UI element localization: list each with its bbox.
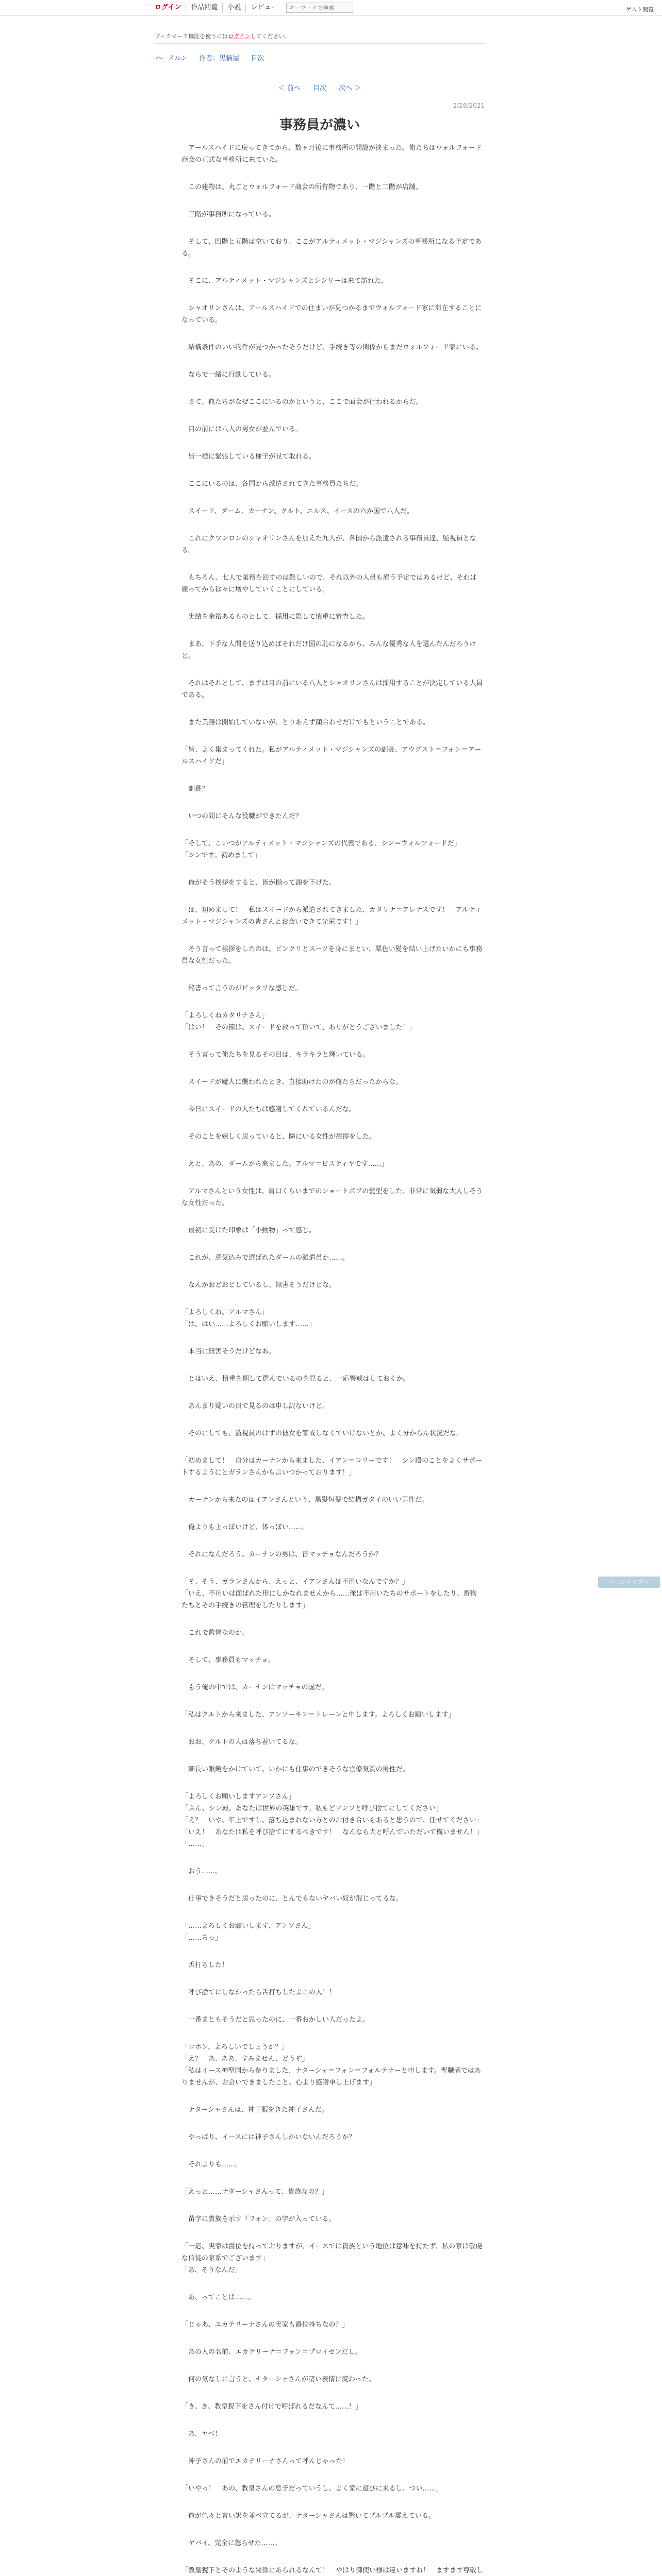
page-top-button[interactable]: ページトップへ <box>598 1577 660 1588</box>
body-paragraph: 副長？ <box>181 785 209 793</box>
body-paragraph: いつの間にそんな役職ができたんだ？ <box>181 812 303 820</box>
body-paragraph: 「き、き、教皇猊下をさん付けで呼ばれるだなんて……！」 <box>181 2403 362 2411</box>
body-paragraph: 俺がそう挨拶をすると、皆が揃って頭を下げた。 <box>181 879 336 887</box>
main-nav <box>155 3 353 13</box>
body-paragraph: 「じゃあ、エカテリーナさんの実家も爵位持ちなの？」 <box>181 2321 349 2329</box>
body-paragraph: 三階が事務所になっている。 <box>181 211 276 218</box>
guest-menu[interactable]: ゲスト閲覧 <box>625 6 654 13</box>
body-paragraph: これで監督なのか。 <box>181 1629 249 1637</box>
prev-chapter-link[interactable]: ＜ 前へ <box>278 84 301 92</box>
login-link[interactable]: ログイン <box>155 3 186 13</box>
nav-item-browse[interactable]: 作品閲覧 <box>186 3 223 13</box>
body-paragraph: 本当に無害そうだけどなあ。 <box>181 1348 275 1355</box>
body-paragraph: そして、事務員もマッチョ。 <box>181 1656 275 1664</box>
breadcrumb-author[interactable]: 作者：黒猫屋 <box>199 55 240 62</box>
header-divider <box>155 43 485 44</box>
body-paragraph: 最初に受けた印象は「小動物」って感じ。 <box>181 1227 316 1234</box>
body-paragraph: 「よろしくねカタリナさん」 「はい！ その節は、スイードを救って頂いて、ありがとうございました！」 <box>181 1012 416 1031</box>
body-paragraph: やっぱり、イースには神子さんしかいないんだろうか？ <box>181 2133 356 2141</box>
body-paragraph: そのにしても、監視員のはずの彼女を警戒しなくていけないとか、よく分からん状況だな。 <box>181 1430 464 1437</box>
body-paragraph: 実績を余裕あるものとして、採用に際して慎重に審査した。 <box>181 613 369 621</box>
body-paragraph: 仕事できそうだと思ったのに、とんでもないヤバい奴が混じってるな。 <box>181 1895 403 1903</box>
body-paragraph: 秘書って言うのがピッタリな感じだ。 <box>181 985 302 992</box>
login-notice-prefix: ブックマーク機能を使うには <box>155 33 228 40</box>
login-notice-suffix: してください。 <box>250 33 290 40</box>
body-paragraph: 一番まともそうだと思ったのに、一番おかしい人だったよ。 <box>181 2016 370 2024</box>
nav-item-review[interactable]: レビュー <box>251 4 278 11</box>
body-paragraph: 「は、初めまして！ 私はスイードから派遣されてきました、カタリナ＝アレナスです！ アルティメット・マジシャンズの皆さんとお会いできて光栄です！」 <box>181 906 482 926</box>
chapter-title: 事務員が濃い <box>279 117 360 133</box>
body-paragraph: カーナンから来たのはイアンさんという、黒髪短髪で結構ガタイのいい男性だ。 <box>181 1496 429 1504</box>
body-paragraph: あんまり疑いの目で見るのは申し訳ないけど。 <box>181 1402 329 1410</box>
body-paragraph: なんかおどおどしているし、無害そうだけどな。 <box>181 1281 336 1289</box>
next-chapter-link[interactable]: 次へ ＞ <box>339 84 361 92</box>
body-paragraph: 苗字に貴族を示す『フォン』の字が入っている。 <box>181 2215 336 2223</box>
body-paragraph: これが、意気込みで選ばれたダームの派遣員か……。 <box>181 1254 350 1262</box>
body-paragraph: 「初めまして！ 自分はカーナンから来ました、イアン＝コリーです！ シン殿のことをよくサポートするようにとガランさんから言いつかっております！」 <box>181 1457 483 1477</box>
body-paragraph: この建物は、丸ごとウォルフォード商会の所有物であり、一階と二階が店舗。 <box>181 183 422 191</box>
body-paragraph: 神子さんの前でエカテリーナさんって呼んじゃった！ <box>181 2458 350 2465</box>
chapter-pager <box>155 82 485 92</box>
body-paragraph: そのことを嬉しく思っていると、隣にいる女性が挨拶をした。 <box>181 1133 376 1141</box>
post-date: 2/28/2021 <box>453 102 485 109</box>
body-paragraph: 「いやっ！ あの、教皇さんの息子だっていうし、よく家に遊びに来るし、つい……」 <box>181 2485 443 2493</box>
body-paragraph: あの人の名前、エカテリーナ＝フォン＝プロイセンだし。 <box>181 2348 362 2356</box>
top-navbar <box>0 0 662 16</box>
body-paragraph: また業務は開始していないが、とりあえず顔合わせだけでもということである。 <box>181 719 430 726</box>
body-paragraph: 細長い眼鏡をかけていて、いかにも仕事のできそうな官僚気質の男性だ。 <box>181 1766 409 1773</box>
body-paragraph: アールスハイドに戻ってきてから、数ヶ月後に事務所の開設が決まった。俺たちはウォルフォード商会の正式な事務所に来ていた。 <box>181 144 482 164</box>
body-paragraph: あ、ヤベ！ <box>181 2430 222 2438</box>
chapter-body <box>181 142 483 2576</box>
body-paragraph: 俺が色々と言い訳を並べ立てるが、ナターシャさんは驚いてプルプル震えている。 <box>181 2512 435 2520</box>
nav-item-novel[interactable]: 小説 <box>223 3 246 13</box>
body-paragraph: そう言って挨拶をしたのは、ピンクリとスーツを身にまとい、栗色い髪を結い上げたいかにも事務員な女性だった。 <box>181 945 483 965</box>
body-paragraph: 何の気なしに言うと、ナターシャさんが凄い表情に変わった。 <box>181 2376 375 2383</box>
body-paragraph: とはいえ、慎重を期して選んでいるのを見ると、一応警戒はしておくか。 <box>181 1375 410 1383</box>
body-paragraph: それはそれとして、まずは目の前にいる八人とシャオリンさんは採用することが決定している人員である。 <box>181 680 483 699</box>
body-paragraph: 「よろしくお願いしますアンソさん」 「ふん、シン殿。あなたは世界の英雄です。私もどアンソと呼び捨てにしてください」 「え？ いや、年上ですし、落ち込まれない方とのお付き合いもあると思うので、任せてください」 「いえ！ あなたは私を呼び捨てにするべきです！ なんなら犬と呼んでいただいて構いません！」 「……」 <box>181 1793 484 1848</box>
body-paragraph: ここにいるのは、各国から派遣されてきた事務員たちだ。 <box>181 480 363 488</box>
body-paragraph: もう俺の中では、カーナンはマッチョの国だ。 <box>181 1684 328 1691</box>
body-paragraph: ナターシャさんは、神子服をきた神子さんだ。 <box>181 2106 328 2114</box>
body-paragraph: 俺よりも上っぽいけど、体っぽい……。 <box>181 1523 309 1531</box>
body-paragraph: 「えっと……ナターシャさんって、貴族なの？」 <box>181 2188 328 2196</box>
body-paragraph: 「そ、そう、ガランさんから、えっと、イアンさんは不用いなんですか？」 「いえ、不用いは面ぱれた形にしかなれませんから……俺は不用いたちのサポートをしたり、畜物たちとその手続きの管理をしたりします」 <box>181 1578 477 1609</box>
body-paragraph: 「……よろしくお願いします、アンソさん」 「……ちっ」 <box>181 1922 315 1942</box>
body-paragraph: それよりも……。 <box>181 2161 242 2168</box>
body-paragraph: 「皆、よく集まってくれた。私がアルティメット・マジシャンズの副長、アウグスト＝フォン＝アールスハイドだ」 <box>181 746 482 766</box>
breadcrumb-site[interactable]: ハーメルン <box>155 55 188 62</box>
body-paragraph: スイード、ダーム、カーナン、クルト、エルス、イースの六か国で八人だ。 <box>181 507 414 515</box>
body-paragraph: シャオリンさんは、アールスハイドでの住まいが見つかるまでウォルフォード家に滞在することになっている。 <box>181 304 482 324</box>
body-paragraph: スイードが魔人に襲われたとき、直接助けたのが俺たちだったからな。 <box>181 1078 403 1086</box>
body-paragraph: あ、ってことは……。 <box>181 2294 255 2301</box>
search-input[interactable] <box>286 3 353 13</box>
index-link[interactable]: 目次 <box>312 84 326 92</box>
body-paragraph: これにクワンロンのシャオリンさんを加えた九人が、各国から派遣される事務員達、監視員となる。 <box>181 535 476 554</box>
body-paragraph: 「そして、こいつがアルティメット・マジシャンズの代表である、シン＝ウォルフォードだ」 「シンです。初めまして」 <box>181 840 461 859</box>
body-paragraph: 結構条件のいい物件が見つかったそうだけど、手続き等の関係からまだウォルフォード家にいる。 <box>181 344 483 351</box>
body-paragraph: おう……。 <box>181 1868 222 1875</box>
body-paragraph: そして、四階と五階は空いており、ここがアルティメット・マジシャンズの事務所になる予定である。 <box>181 238 482 258</box>
body-paragraph: まあ、下手な人間を送り込めばそれだけ国の恥になるから、みんな優秀な人を選んだんだろうけど。 <box>181 640 476 660</box>
body-paragraph: ならで一緒に行動している。 <box>181 371 275 379</box>
breadcrumb <box>155 53 273 62</box>
body-paragraph: それになんだろう、カーナンの男は、皆マッチョなんだろうか？ <box>181 1551 382 1558</box>
body-paragraph: 目の前には八人の男女が並んでいる。 <box>181 426 303 433</box>
login-notice <box>155 32 290 40</box>
body-paragraph: 「一応、実家は爵位を持っておりますが、イースでは貴族という地位は意味を持たず、私の家は敬虔な信徒の家系でございます」 「あ、そうなんだ」 <box>181 2243 483 2274</box>
body-paragraph: 今日にスイードの人たちは感謝してくれているんだな。 <box>181 1106 356 1113</box>
body-paragraph: ヤバイ、完全に怒らせた……。 <box>181 2539 282 2547</box>
body-paragraph: 「私はクルトから来ました、アンソーキン＝トレーンと申します。よろしくお願いします」 <box>181 1711 455 1719</box>
body-paragraph: 舌打ちした！ <box>181 1961 229 1969</box>
body-paragraph: おお、クルトの人は落ち着いてるな。 <box>181 1738 302 1746</box>
breadcrumb-index[interactable]: 目次 <box>251 55 264 62</box>
body-paragraph: もちろん、七人で業務を回すのは難しいので、それ以外の人員も雇う予定ではあるけど、それは雇ってから徐々に増やしていくことにしている。 <box>181 574 477 594</box>
body-paragraph: 「コホン、よろしいでしょうか？」 「え？ あ、ああ、すみません、どうぞ」 「私はイース神聖国から参りました、ナターシャ＝フォン＝フォルテナーと申します。聖職者ではありませんが、お会いできましたこと、心より感謝申し上げます」 <box>181 2043 481 2087</box>
body-paragraph: そこに、アルティメット・マジシャンズとシシリーは来て訪れた。 <box>181 277 388 285</box>
body-paragraph: 「よろしくね、アルマさん」 「は、はい……よろしくお願いします……」 <box>181 1309 316 1328</box>
body-paragraph: さて、俺たちがなぜここにいるのかというと、ここで面会が行われるからだ。 <box>181 398 423 406</box>
body-paragraph: 呼び捨てにしなかったら舌打ちしたよこの人！！ <box>181 1989 336 1996</box>
body-paragraph: アルマさんという女性は、肩口くらいまでのショートボブの髪型をした、非常に気弱な大人しそうな女性だった。 <box>181 1188 483 1207</box>
login-notice-link[interactable]: ログイン <box>228 33 251 40</box>
body-paragraph: 「教皇猊下とそのような関係にあられるなんて！ やはり御使い様は違いますね！ ますます尊敬し <box>181 2567 484 2574</box>
body-paragraph: そう言って俺たちを見るその目は、キラキラと輝いている。 <box>181 1051 370 1059</box>
body-paragraph: 「えと、あの、ダームから来ました。アルマ＝ビスティヤです……」 <box>181 1160 388 1168</box>
body-paragraph: 皆一様に緊張している様子が見て取れる。 <box>181 453 316 461</box>
